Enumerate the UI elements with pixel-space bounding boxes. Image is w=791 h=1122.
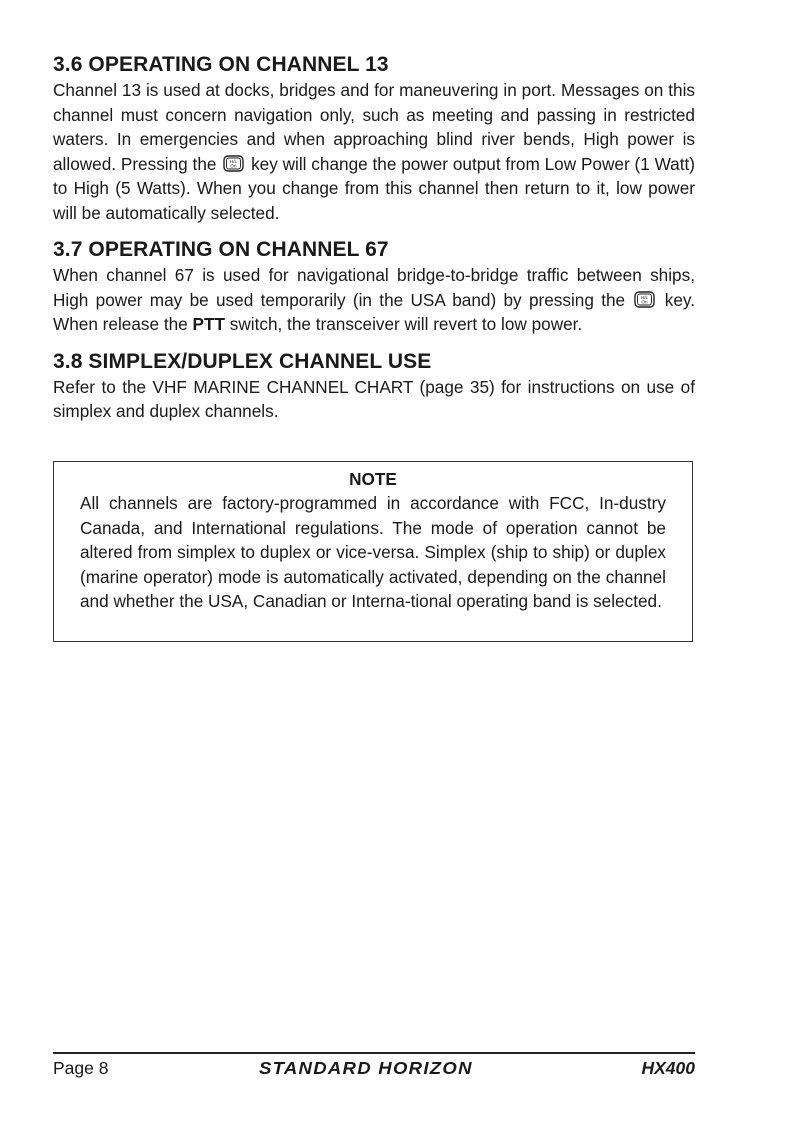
body-text-part: Channel 13 is used at docks, bridges and for maneuvering in port. Messages on this channel must concern navigation only, such as meeting and passing in restricted waters. In emergencies and when approaching blind river bends, High power is allowed. Pressing the [53,80,695,174]
svg-text:H/L: H/L [641,294,649,300]
body-text-part: switch, the transceiver will revert to low power. [229,314,583,334]
section-3-7 [53,237,695,337]
page-content [53,52,695,436]
page-number: Page 8 [53,1058,109,1078]
section-heading: 3.8 SIMPLEX/DUPLEX CHANNEL USE [53,349,432,373]
model-name: HX400 [641,1058,695,1078]
section-body [53,263,695,337]
svg-text:On: On [641,299,649,305]
section-heading: 3.7 OPERATING ON CHANNEL 67 [53,238,389,261]
note-box [53,461,693,642]
note-text: All channels are factory-programmed in accordance with FCC, In-dustry Canada, and International regulations. The mode of operation cannot be altered from simplex to duplex or vice-versa. Simplex (ship to ship) or duplex (marine operator) mode is automatically activated, depending on the channel and whether the USA, Canadian or Interna-tional operating band is selected. [80,493,666,611]
body-text-part: key. When release the [53,289,695,334]
footer-divider [53,1052,695,1054]
hl-power-key-icon [223,155,244,172]
hl-power-key-icon [634,291,655,308]
section-heading: 3.6 OPERATING ON CHANNEL 13 [53,53,389,76]
section-body: Refer to the VHF MARINE CHANNEL CHART (page 35) for instructions on use of simplex and duplex channels. [53,376,695,421]
page-footer [53,1052,695,1082]
body-text-part: When channel 67 is used for navigational bridge-to-bridge traffic between ships, High power may be used temporarily (in the USA band) by pressing the [53,265,695,310]
section-3-8 [53,349,695,424]
body-text-part: key will change the power output from Low Power (1 Watt) to High (5 Watts). When you change from this channel then return to it, low power will be automatically selected. [53,153,695,223]
svg-text:H/L: H/L [230,158,238,164]
section-3-6 [53,52,695,225]
svg-text:On: On [230,163,237,169]
note-title: NOTE [349,469,397,489]
ptt-label: PTT [192,314,225,334]
section-body [53,78,695,225]
brand-logo: STANDARD HORIZON [259,1058,473,1078]
